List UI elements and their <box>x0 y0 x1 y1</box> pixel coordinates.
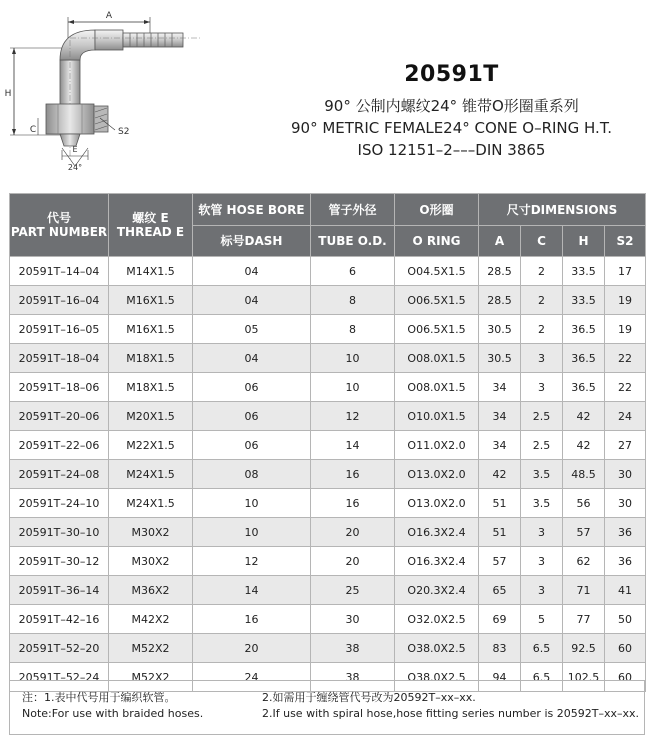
header-thread-en: THREAD E <box>116 225 185 239</box>
cell-o-ring: O13.0X2.0 <box>395 489 479 518</box>
header-hose-bore: 软管 HOSE BORE <box>193 194 311 226</box>
cell-tube-od: 25 <box>311 576 395 605</box>
cell-dim-h: 62 <box>563 547 605 576</box>
note-cn-2: 2.如需用于缠绕管代号改为20592T–xx–xx. <box>262 691 476 704</box>
cell-thread: M42X2 <box>109 605 193 634</box>
dim-s2-label: S2 <box>118 127 130 137</box>
cell-thread: M20X1.5 <box>109 402 193 431</box>
cell-part-number: 20591T–36–14 <box>10 576 109 605</box>
cell-dash: 10 <box>193 489 311 518</box>
cell-dash: 20 <box>193 634 311 663</box>
cell-dim-s2: 22 <box>605 373 646 402</box>
cell-dim-h: 33.5 <box>563 257 605 286</box>
cell-part-number: 20591T–24–08 <box>10 460 109 489</box>
cell-tube-od: 14 <box>311 431 395 460</box>
cell-dash: 14 <box>193 576 311 605</box>
table-row <box>10 257 646 286</box>
table-row <box>10 547 646 576</box>
cell-dim-c: 6.5 <box>521 663 563 692</box>
cell-dash: 04 <box>193 344 311 373</box>
cell-thread: M24X1.5 <box>109 460 193 489</box>
header-dash: 标号DASH <box>193 226 311 257</box>
cell-dim-s2: 30 <box>605 489 646 518</box>
spec-table <box>9 193 646 692</box>
cell-dim-h: 71 <box>563 576 605 605</box>
dim-c-label: C <box>29 125 37 135</box>
cell-part-number: 20591T–52–20 <box>10 634 109 663</box>
model-number: 20591T <box>404 62 499 87</box>
cell-dim-c: 6.5 <box>521 634 563 663</box>
cell-dim-s2: 24 <box>605 402 646 431</box>
cell-o-ring: O13.0X2.0 <box>395 460 479 489</box>
cell-dash: 10 <box>193 518 311 547</box>
table-row <box>10 373 646 402</box>
header-tube-en: TUBE O.D. <box>311 226 395 257</box>
cell-tube-od: 8 <box>311 315 395 344</box>
cell-thread: M24X1.5 <box>109 489 193 518</box>
cell-dash: 12 <box>193 547 311 576</box>
title-block <box>250 62 653 161</box>
header-tube-cn: 管子外径 <box>311 194 395 226</box>
cell-thread: M30X2 <box>109 547 193 576</box>
title-chinese: 90° 公制内螺纹24° 锥带O形圈重系列 <box>324 97 579 115</box>
title-standard: ISO 12151–2–––DIN 3865 <box>357 141 546 159</box>
cell-dim-a: 94 <box>479 663 521 692</box>
cell-dim-c: 3 <box>521 373 563 402</box>
cell-dim-s2: 22 <box>605 344 646 373</box>
header-dimensions: 尺寸DIMENSIONS <box>479 194 646 226</box>
cell-tube-od: 10 <box>311 373 395 402</box>
cell-dim-s2: 19 <box>605 286 646 315</box>
cell-dim-s2: 27 <box>605 431 646 460</box>
header-dim-a: A <box>479 226 521 257</box>
table-row <box>10 286 646 315</box>
cell-o-ring: O38.0X2.5 <box>395 634 479 663</box>
cell-dim-h: 77 <box>563 605 605 634</box>
cell-part-number: 20591T–16–05 <box>10 315 109 344</box>
header-part-cn: 代号 <box>46 211 71 225</box>
cell-part-number: 20591T–52–24 <box>10 663 109 692</box>
cell-o-ring: O08.0X1.5 <box>395 373 479 402</box>
table-row <box>10 315 646 344</box>
cell-tube-od: 20 <box>311 518 395 547</box>
cell-dim-c: 3.5 <box>521 489 563 518</box>
cell-tube-od: 8 <box>311 286 395 315</box>
cell-part-number: 20591T–30–10 <box>10 518 109 547</box>
cell-dim-s2: 36 <box>605 547 646 576</box>
cell-dim-a: 57 <box>479 547 521 576</box>
cell-dim-s2: 19 <box>605 315 646 344</box>
cell-thread: M36X2 <box>109 576 193 605</box>
cell-thread: M30X2 <box>109 518 193 547</box>
cell-o-ring: O06.5X1.5 <box>395 286 479 315</box>
cell-dash: 08 <box>193 460 311 489</box>
cell-thread: M52X2 <box>109 634 193 663</box>
cell-dash: 16 <box>193 605 311 634</box>
fitting-drawing <box>0 0 250 175</box>
cell-thread: M52X2 <box>109 663 193 692</box>
cell-dim-s2: 17 <box>605 257 646 286</box>
cell-o-ring: O11.0X2.0 <box>395 431 479 460</box>
cell-dim-h: 102.5 <box>563 663 605 692</box>
cell-dim-a: 34 <box>479 431 521 460</box>
cell-part-number: 20591T–14–04 <box>10 257 109 286</box>
cell-dash: 06 <box>193 373 311 402</box>
cell-o-ring: O16.3X2.4 <box>395 518 479 547</box>
note-en-1: Note:For use with braided hoses. <box>22 707 204 720</box>
note-cn-1: 注：1.表中代号用于编织软管。 <box>22 691 176 704</box>
cell-dim-a: 42 <box>479 460 521 489</box>
cell-part-number: 20591T–30–12 <box>10 547 109 576</box>
table-row <box>10 518 646 547</box>
cell-dim-c: 5 <box>521 605 563 634</box>
cell-dim-a: 34 <box>479 373 521 402</box>
cell-o-ring: O32.0X2.5 <box>395 605 479 634</box>
cell-dim-h: 42 <box>563 402 605 431</box>
cell-part-number: 20591T–20–06 <box>10 402 109 431</box>
cell-o-ring: O10.0X1.5 <box>395 402 479 431</box>
cell-part-number: 20591T–18–06 <box>10 373 109 402</box>
cell-dim-a: 51 <box>479 518 521 547</box>
spec-table-body <box>10 257 646 692</box>
header-oring-cn: O形圈 <box>395 194 479 226</box>
table-row <box>10 344 646 373</box>
cell-dim-c: 3 <box>521 576 563 605</box>
cell-tube-od: 6 <box>311 257 395 286</box>
cell-dim-c: 2.5 <box>521 431 563 460</box>
cell-dim-a: 28.5 <box>479 257 521 286</box>
dim-h-label: H <box>4 89 12 99</box>
cell-dim-s2: 36 <box>605 518 646 547</box>
cell-o-ring: O04.5X1.5 <box>395 257 479 286</box>
cell-dim-a: 69 <box>479 605 521 634</box>
header-dim-s2: S2 <box>605 226 646 257</box>
angle-label: 24° <box>67 163 83 172</box>
cell-part-number: 20591T–22–06 <box>10 431 109 460</box>
cell-dim-s2: 50 <box>605 605 646 634</box>
cell-dim-s2: 30 <box>605 460 646 489</box>
cell-thread: M18X1.5 <box>109 344 193 373</box>
cell-thread: M14X1.5 <box>109 257 193 286</box>
cell-tube-od: 12 <box>311 402 395 431</box>
cell-tube-od: 20 <box>311 547 395 576</box>
cell-dim-h: 33.5 <box>563 286 605 315</box>
cell-o-ring: O06.5X1.5 <box>395 315 479 344</box>
cell-dim-c: 3 <box>521 344 563 373</box>
cell-tube-od: 16 <box>311 489 395 518</box>
cell-tube-od: 16 <box>311 460 395 489</box>
cell-tube-od: 38 <box>311 634 395 663</box>
header-thread <box>109 194 193 257</box>
cell-dim-c: 3 <box>521 518 563 547</box>
header-oring-en: O RING <box>395 226 479 257</box>
cell-thread: M16X1.5 <box>109 315 193 344</box>
cell-thread: M18X1.5 <box>109 373 193 402</box>
table-row <box>10 634 646 663</box>
cell-part-number: 20591T–18–04 <box>10 344 109 373</box>
cell-dash: 04 <box>193 286 311 315</box>
title-english: 90° METRIC FEMALE24° CONE O–RING H.T. <box>291 119 612 137</box>
cell-dim-a: 30.5 <box>479 315 521 344</box>
table-row <box>10 605 646 634</box>
cell-dim-h: 57 <box>563 518 605 547</box>
notes-box <box>9 680 645 735</box>
cell-dim-a: 83 <box>479 634 521 663</box>
cell-dash: 06 <box>193 402 311 431</box>
cell-dim-c: 2.5 <box>521 402 563 431</box>
table-row <box>10 431 646 460</box>
cell-dim-a: 51 <box>479 489 521 518</box>
cell-o-ring: O08.0X1.5 <box>395 344 479 373</box>
header-dim-h: H <box>563 226 605 257</box>
cell-dim-s2: 60 <box>605 634 646 663</box>
cell-part-number: 20591T–24–10 <box>10 489 109 518</box>
header-dim-c: C <box>521 226 563 257</box>
cell-dim-c: 2 <box>521 257 563 286</box>
cell-tube-od: 30 <box>311 605 395 634</box>
cell-o-ring: O16.3X2.4 <box>395 547 479 576</box>
cell-tube-od: 38 <box>311 663 395 692</box>
cell-dim-c: 2 <box>521 286 563 315</box>
cell-thread: M22X1.5 <box>109 431 193 460</box>
cell-dim-c: 3 <box>521 547 563 576</box>
cell-dim-h: 92.5 <box>563 634 605 663</box>
cell-dim-h: 36.5 <box>563 315 605 344</box>
cell-dim-h: 56 <box>563 489 605 518</box>
cell-dash: 06 <box>193 431 311 460</box>
cell-thread: M16X1.5 <box>109 286 193 315</box>
dim-a-label: A <box>105 11 113 21</box>
cell-tube-od: 10 <box>311 344 395 373</box>
cell-part-number: 20591T–16–04 <box>10 286 109 315</box>
cell-dim-h: 42 <box>563 431 605 460</box>
cell-dim-a: 65 <box>479 576 521 605</box>
cell-dim-h: 36.5 <box>563 373 605 402</box>
cell-o-ring: O38.0X2.5 <box>395 663 479 692</box>
cell-dim-a: 28.5 <box>479 286 521 315</box>
note-en-2: 2.If use with spiral hose,hose fitting series number is 20592T–xx–xx. <box>262 707 639 720</box>
cell-dim-a: 30.5 <box>479 344 521 373</box>
table-row <box>10 402 646 431</box>
header-thread-cn: 螺纹 E <box>132 211 169 225</box>
cell-part-number: 20591T–42–16 <box>10 605 109 634</box>
cell-dash: 05 <box>193 315 311 344</box>
header-part-en: PART NUMBER <box>10 225 108 239</box>
cell-dim-c: 3.5 <box>521 460 563 489</box>
cell-dim-c: 2 <box>521 315 563 344</box>
cell-dim-h: 36.5 <box>563 344 605 373</box>
table-row <box>10 489 646 518</box>
table-row <box>10 460 646 489</box>
cell-dim-a: 34 <box>479 402 521 431</box>
cell-o-ring: O20.3X2.4 <box>395 576 479 605</box>
cell-dim-h: 48.5 <box>563 460 605 489</box>
cell-dash: 24 <box>193 663 311 692</box>
cell-dim-s2: 60 <box>605 663 646 692</box>
table-row <box>10 576 646 605</box>
dim-e-label: E <box>72 145 78 154</box>
header-part-number <box>10 194 109 257</box>
cell-dash: 04 <box>193 257 311 286</box>
cell-dim-s2: 41 <box>605 576 646 605</box>
